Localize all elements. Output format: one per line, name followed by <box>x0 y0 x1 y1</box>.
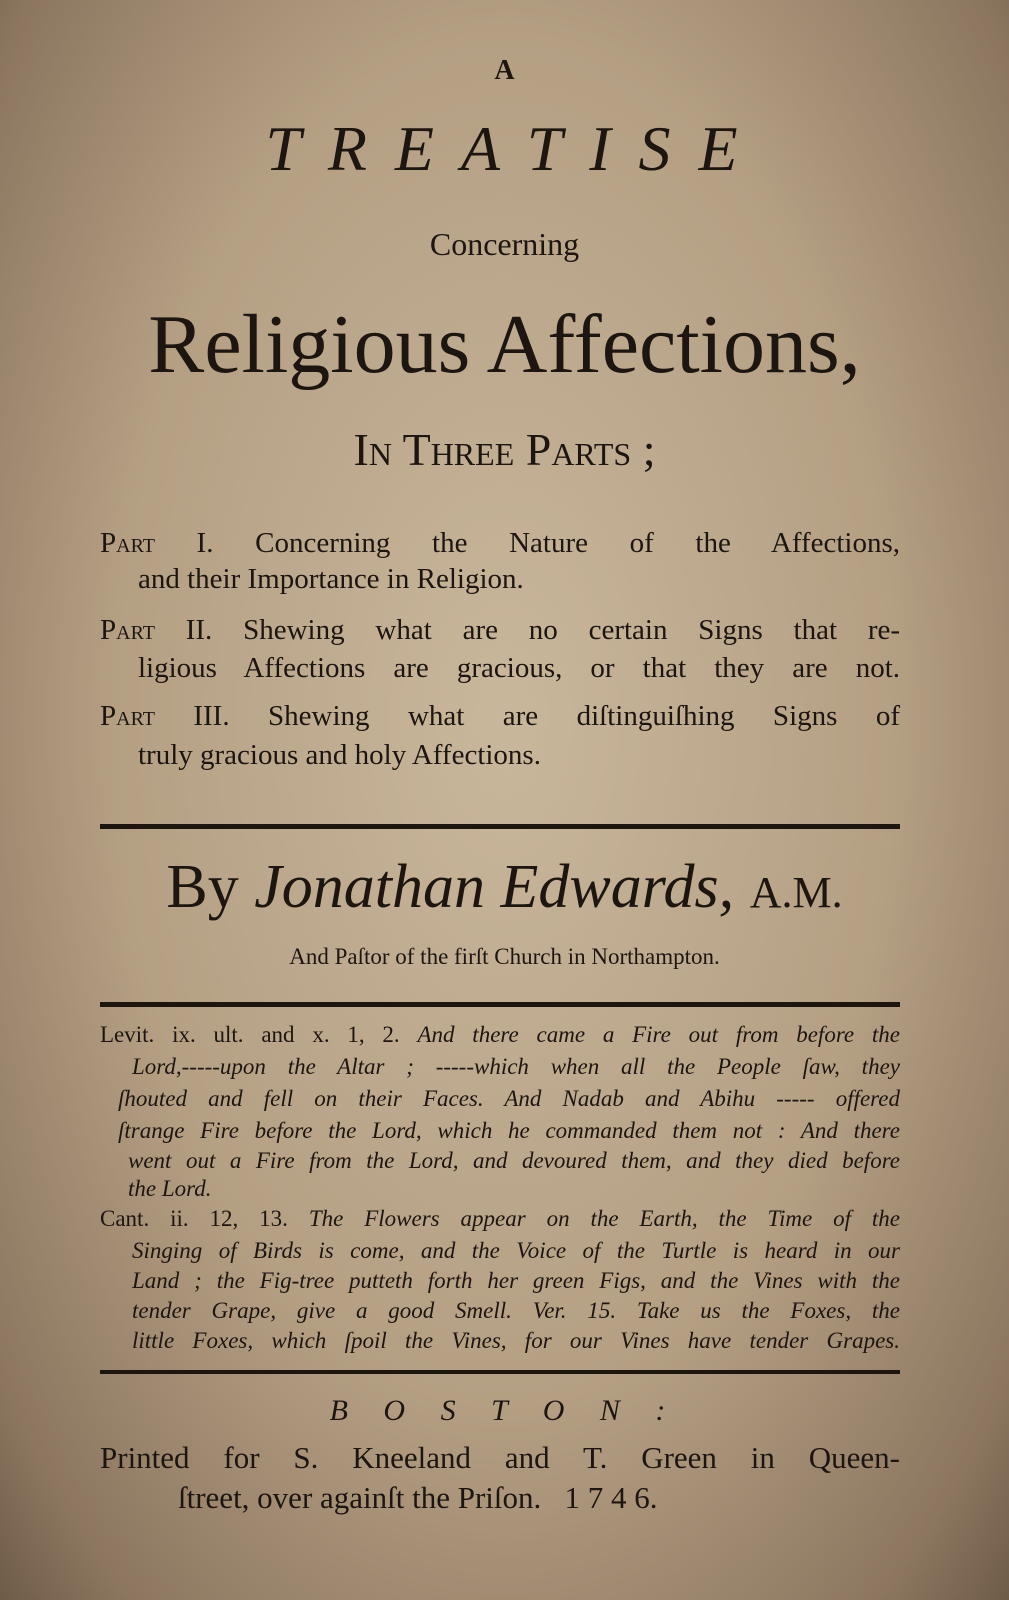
epigraph-line <box>100 1022 900 1048</box>
part-label: Part I. <box>100 527 214 559</box>
author-by: By <box>166 853 239 921</box>
imprint-place: B O S T O N : <box>329 1394 680 1427</box>
epigraph-line: the Lord. <box>128 1176 212 1201</box>
divider-rule <box>100 1370 900 1374</box>
divider-rule <box>100 1002 900 1007</box>
epigraph-line: Land ; the Fig-tree putteth forth her green Figs, and the Vines with the <box>132 1268 900 1293</box>
epigraph-line: tender Grape, give a good Smell. Ver. 15. Take us the Foxes, the <box>132 1298 900 1323</box>
part-3-line-2: truly gracious and holy Affections. <box>138 739 541 771</box>
epigraph-line: ſtrange Fire before the Lord, which he commanded them not : And there <box>118 1118 900 1143</box>
part-1-line-1 <box>100 527 900 560</box>
epigraph-line <box>100 1206 900 1232</box>
part-text: Shewing what are diſtinguiſhing Signs of <box>268 700 900 732</box>
author-degree: A.M. <box>749 868 843 917</box>
epigraph-ref: Levit. ix. ult. and x. 1, 2. <box>100 1022 400 1047</box>
article-a: A <box>494 55 515 86</box>
imprint-line-2 <box>178 1480 658 1516</box>
part-text: Shewing what are no certain Signs that re- <box>243 614 901 646</box>
epigraph-line: Lord,-----upon the Altar ; -----which when all the People ſaw, they <box>132 1054 900 1079</box>
author-line <box>0 852 1009 923</box>
imprint-line-1: Printed for S. Kneeland and T. Green in Queen- <box>100 1440 900 1475</box>
divider-rule <box>100 824 900 829</box>
subtitle: In Three Parts ; <box>353 424 656 475</box>
part-2-line-2: ligious Affections are gracious, or that they are not. <box>138 652 900 684</box>
epigraph-line: little Foxes, which ſpoil the Vines, for our Vines have tender Grapes. <box>132 1328 900 1353</box>
imprint-address: ſtreet, over againſt the Priſon. <box>178 1480 542 1515</box>
imprint-year: 1 7 4 6. <box>564 1480 658 1515</box>
epigraph-line: Singing of Birds is come, and the Voice of the Turtle is heard in our <box>132 1238 900 1263</box>
epigraph-ref: Cant. ii. 12, 13. <box>100 1206 288 1231</box>
part-label: Part II. <box>100 614 213 646</box>
epigraph-line: ſhouted and fell on their Faces. And Nadab and Abihu ----- offered <box>118 1086 900 1111</box>
part-label: Part III. <box>100 700 230 732</box>
main-title: Religious Affections, <box>148 298 861 391</box>
part-3-line-1 <box>100 700 900 733</box>
part-1-line-2: and their Importance in Religion. <box>138 563 524 595</box>
epigraph-text: And there came a Fire out from before the <box>417 1022 901 1047</box>
part-text: Concerning the Nature of the Affections, <box>255 527 900 559</box>
epigraph-line: went out a Fire from the Lord, and devoured them, and they died before <box>128 1148 900 1173</box>
concerning-text: Concerning <box>429 226 580 262</box>
part-2-line-1 <box>100 614 900 647</box>
epigraph-text: The Flowers appear on the Earth, the Time of the <box>308 1206 901 1231</box>
author-name: Jonathan Edwards, <box>254 853 735 921</box>
author-role: And Paſtor of the firſt Church in Northampton. <box>289 944 720 969</box>
treatise-heading: T R E A T I S E <box>265 113 744 184</box>
